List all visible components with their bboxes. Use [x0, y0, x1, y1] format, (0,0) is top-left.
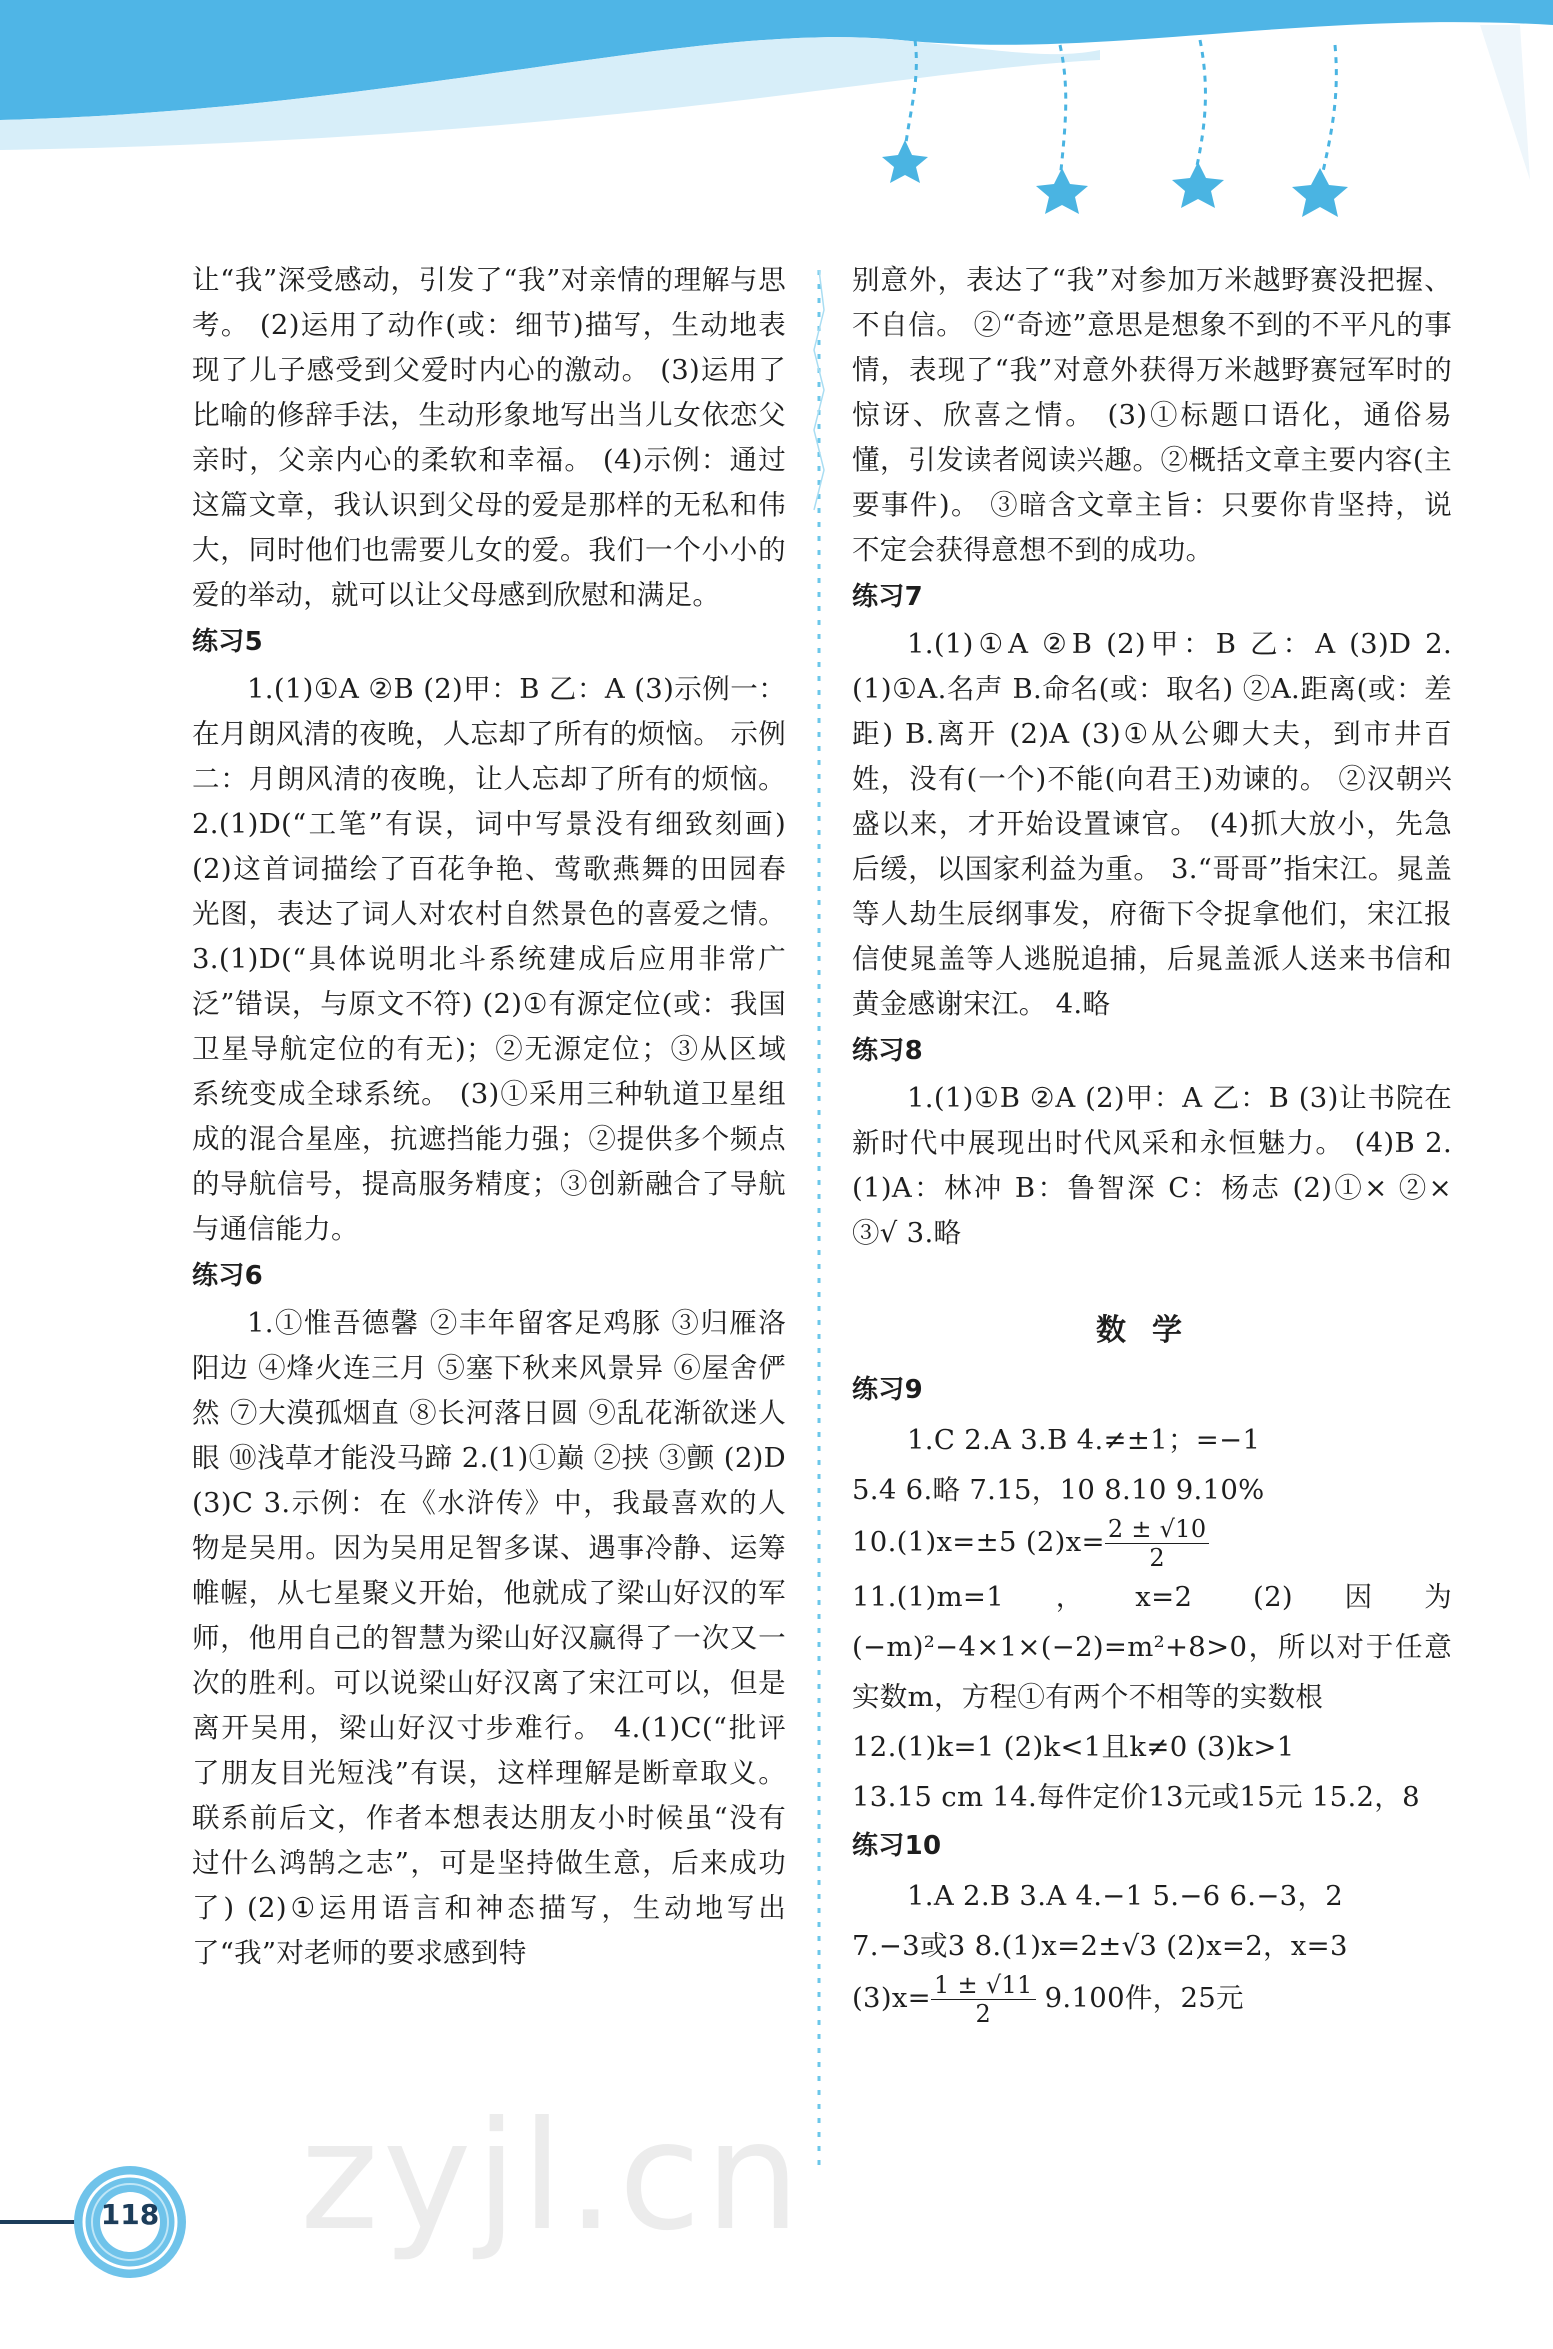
- page-fold: [1480, 25, 1530, 180]
- star-icon: [1172, 162, 1224, 208]
- star-string-2: [1060, 45, 1066, 180]
- math-section-title: 数学: [1096, 1313, 1208, 1348]
- math-answers: [852, 1415, 1452, 1822]
- math-answers: [852, 1871, 1452, 2028]
- exercise-heading: 练习10: [852, 1831, 942, 1861]
- column-divider: [812, 270, 826, 2170]
- left-column: [192, 258, 786, 1976]
- math-line: 12.(1)k=1 (2)k<1且k≠0 (3)k>1: [852, 1731, 1295, 1763]
- math-line: 1.C 2.A 3.B 4.≠±1；=−1: [907, 1424, 1261, 1456]
- watermark-graphic: zyjl.cn: [300, 2090, 805, 2264]
- math-line: [852, 1515, 1452, 1572]
- answer-paragraph: 1.(1)①A ②B (2)甲：B 乙：A (3)D 2.(1)①A.名声 B.命名(或：取名) ②A.距离(或：差距) B.离开 (2)A (3)①从公卿大夫，到市井百姓，没有(一个)不能(向君王)劝谏的。 ②汉朝兴盛以来，才开始设置谏官。 (4)抓大放小，先急后缓，以国家利益为重。 3.“哥哥”指宋江。晁盖等人劫生辰纲事发，府衙下令捉拿他们，宋江报信使晁盖等人逃脱追捕，后晁盖派人送来书信和黄金感谢宋江。 4.略: [852, 628, 1452, 1020]
- answer-paragraph: 1.(1)①B ②A (2)甲：A 乙：B (3)让书院在新时代中展现出时代风采和永恒魅力。 (4)B 2.(1)A：林冲 B：鲁智深 C：杨志 (2)①× ②× ③√ 3.略: [852, 1082, 1452, 1249]
- math-line: [852, 1971, 1452, 2028]
- right-column: [852, 258, 1452, 2028]
- fraction: [1105, 1515, 1210, 1572]
- star-string-3: [1195, 40, 1205, 175]
- fraction-denominator: 2: [975, 2000, 992, 2028]
- fraction-numerator: 1 ± √11: [931, 1971, 1036, 2000]
- fraction-denominator: 2: [1149, 1544, 1165, 1572]
- star-icon: [882, 140, 928, 183]
- fraction-numerator: 2 ± √10: [1105, 1515, 1210, 1544]
- exercise-heading: 练习6: [192, 1261, 263, 1291]
- answer-paragraph: 1.①惟吾德馨 ②丰年留客足鸡豚 ③归雁洛阳边 ④烽火连三月 ⑤塞下秋来风景异 ⑥屋舍俨然 ⑦大漠孤烟直 ⑧长河落日圆 ⑨乱花渐欲迷人眼 ⑩浅草才能没马蹄 2.(1)①巅 ②挟 ③颤 (2)D (3)C 3.示例：在《水浒传》中，我最喜欢的人物是吴用。因为吴用足智多谋、遇事冷静、运筹帷幄，从七星聚义开始，他就成了梁山好汉的军师，他用自己的智慧为梁山好汉赢得了一次又一次的胜利。可以说梁山好汉离了宋江可以，但是离开吴用，梁山好汉寸步难行。 4.(1)C(“批评了朋友目光短浅”有误，这样理解是断章取义。联系前后文，作者本想表达朋友小时候虽“没有过什么鸿鹄之志”，可是坚持做生意，后来成功了) (2)①运用语言和神态描写，生动地写出了“我”对老师的要求感到特: [192, 1307, 786, 1969]
- answer-paragraph: 让“我”深受感动，引发了“我”对亲情的理解与思考。 (2)运用了动作(或：细节)描写，生动地表现了儿子感受到父爱时内心的激动。 (3)运用了比喻的修辞手法，生动形象地写出当儿女依恋父亲时，父亲内心的柔软和幸福。 (4)示例：通过这篇文章，我认识到父母的爱是那样的无私和伟大，同时他们也需要儿女的爱。我们一个小小的爱的举动，就可以让父母感到欣慰和满足。: [192, 264, 786, 611]
- math-line: 5.4 6.略 7.15，10 8.10 9.10%: [852, 1474, 1265, 1506]
- math-text: 10.(1)x=±5 (2)x=: [852, 1526, 1105, 1558]
- exercise-heading: 练习5: [192, 627, 263, 657]
- math-line: 7.−3或3 8.(1)x=2±√3 (2)x=2，x=3: [852, 1930, 1348, 1962]
- answer-paragraph: 1.(1)①A ②B (2)甲：B 乙：A (3)示例一：在月朗风清的夜晚，人忘却了所有的烦恼。 示例二：月朗风清的夜晚，让人忘却了所有的烦恼。 2.(1)D(“工笔”有误，词中写景没有细致刻画) (2)这首词描绘了百花争艳、莺歌燕舞的田园春光图，表达了词人对农村自然景色的喜爱之情。 3.(1)D(“具体说明北斗系统建成后应用非常广泛”错误，与原文不符) (2)①有源定位(或：我国卫星导航定位的有无)；②无源定位；③从区域系统变成全球系统。 (3)①采用三种轨道卫星组成的混合星座，抗遮挡能力强；②提供多个频点的导航信号，提高服务精度；③创新融合了导航与通信能力。: [192, 673, 786, 1245]
- answer-paragraph: 别意外，表达了“我”对参加万米越野赛没把握、不自信。 ②“奇迹”意思是想象不到的不平凡的事情，表现了“我”对意外获得万米越野赛冠军时的惊讶、欣喜之情。 (3)①标题口语化，通俗易懂，引发读者阅读兴趣。②概括文章主要内容(主要事件)。 ③暗含文章主旨：只要你肯坚持，说不定会获得意想不到的成功。: [852, 264, 1452, 566]
- math-text: (3)x=: [852, 1982, 932, 2014]
- math-line: 11.(1)m=1，x=2 (2)因为(−m)²−4×1×(−2)=m²+8>0，所以对于任意实数m，方程①有两个不相等的实数根: [852, 1581, 1452, 1713]
- star-icon: [1292, 168, 1348, 217]
- exercise-heading: 练习7: [852, 582, 923, 612]
- math-line: 1.A 2.B 3.A 4.−1 5.−6 6.−3，2: [907, 1880, 1344, 1912]
- exercise-heading: 练习8: [852, 1036, 923, 1066]
- math-line: 13.15 cm 14.每件定价13元或15元 15.2，8: [852, 1781, 1420, 1813]
- exercise-heading: 练习9: [852, 1375, 923, 1405]
- star-string-4: [1320, 45, 1336, 185]
- header-banner: [0, 0, 1553, 240]
- math-text: 9.100件，25元: [1035, 1982, 1244, 2014]
- star-icon: [1036, 168, 1088, 214]
- fraction: [931, 1971, 1036, 2028]
- page-number: 118: [100, 2198, 160, 2231]
